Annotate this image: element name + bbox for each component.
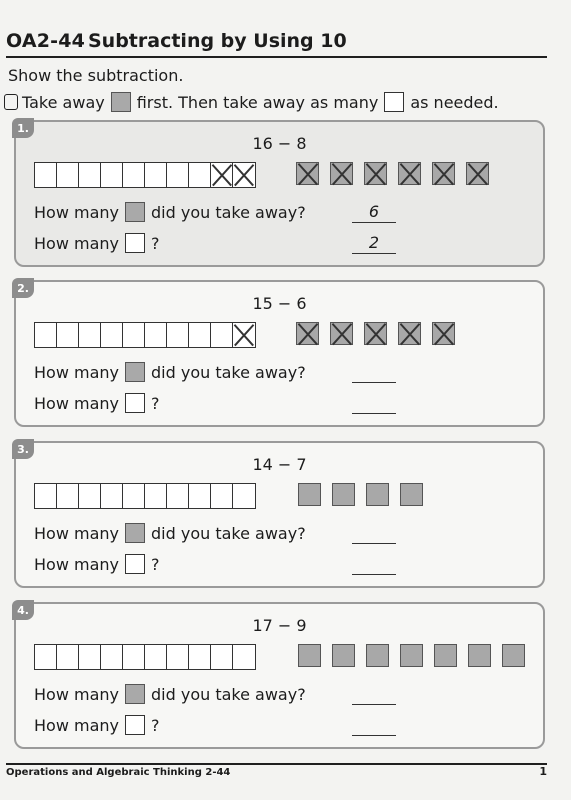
- shaded-square[interactable]: [332, 644, 355, 667]
- shaded-square[interactable]: [298, 483, 321, 506]
- question-remaining: [34, 393, 160, 413]
- problem-equation: 16 − 8: [252, 134, 307, 153]
- instruction-text-c: as needed.: [410, 92, 499, 112]
- ten-frame-cell[interactable]: [211, 484, 233, 508]
- problem-panel-2: [14, 280, 545, 427]
- ten-frame-cell[interactable]: [167, 645, 189, 669]
- ten-frame-cell[interactable]: [101, 163, 123, 187]
- instruction-text-a: Take away: [22, 92, 105, 112]
- shaded-square[interactable]: [398, 322, 421, 345]
- checkbox-icon: [4, 94, 18, 110]
- ten-frame-cell[interactable]: [167, 484, 189, 508]
- shaded-square[interactable]: [366, 644, 389, 667]
- shaded-square[interactable]: [432, 162, 455, 185]
- question-text: ?: [151, 233, 160, 253]
- shaded-square[interactable]: [466, 162, 489, 185]
- question-text: How many: [34, 393, 119, 413]
- ten-frame-cell[interactable]: [167, 323, 189, 347]
- blank-square-icon: [125, 715, 145, 735]
- shaded-square[interactable]: [364, 162, 387, 185]
- shaded-square[interactable]: [400, 644, 423, 667]
- ten-frame-cell[interactable]: [189, 645, 211, 669]
- answer-blank-remaining[interactable]: [352, 393, 396, 414]
- question-taken-away: [34, 523, 306, 543]
- problem-equation: 17 − 9: [252, 616, 307, 635]
- problem-number: 4.: [12, 600, 34, 620]
- page-number: 1: [539, 765, 547, 778]
- ten-frame-cell[interactable]: [189, 163, 211, 187]
- blank-square-icon: [125, 393, 145, 413]
- answer-blank-taken-away[interactable]: [352, 362, 396, 383]
- problem-number: 2.: [12, 278, 34, 298]
- question-text: How many: [34, 554, 119, 574]
- ones-squares: [296, 162, 489, 185]
- blank-square-icon: [384, 92, 404, 112]
- question-text: How many: [34, 684, 119, 704]
- ten-frame-cell[interactable]: [79, 163, 101, 187]
- shaded-square-icon: [125, 202, 145, 222]
- shaded-square[interactable]: [330, 322, 353, 345]
- answer-blank-taken-away[interactable]: 6: [352, 202, 396, 223]
- instruction-line-2: [4, 90, 499, 114]
- ten-frame-cell[interactable]: [211, 645, 233, 669]
- ten-frame: [34, 644, 256, 670]
- ten-frame-cell[interactable]: [145, 323, 167, 347]
- ten-frame-cell[interactable]: [123, 645, 145, 669]
- ten-frame-cell[interactable]: [233, 323, 255, 347]
- ten-frame-cell[interactable]: [101, 645, 123, 669]
- ten-frame: [34, 483, 256, 509]
- problem-equation: 14 − 7: [252, 455, 307, 474]
- ten-frame-cell[interactable]: [123, 323, 145, 347]
- answer-blank-taken-away[interactable]: [352, 684, 396, 705]
- ten-frame-cell[interactable]: [35, 323, 57, 347]
- ten-frame-cell[interactable]: [167, 163, 189, 187]
- question-remaining: [34, 233, 160, 253]
- lesson-title: Subtracting by Using 10: [88, 30, 347, 52]
- ten-frame-cell[interactable]: [79, 484, 101, 508]
- shaded-square[interactable]: [298, 644, 321, 667]
- footer-text: Operations and Algebraic Thinking 2-44: [6, 767, 231, 778]
- ten-frame-cell[interactable]: [189, 323, 211, 347]
- question-taken-away: [34, 202, 306, 222]
- answer-blank-remaining[interactable]: [352, 554, 396, 575]
- ten-frame-cell[interactable]: [145, 163, 167, 187]
- ten-frame-cell[interactable]: [211, 323, 233, 347]
- ten-frame-cell[interactable]: [79, 645, 101, 669]
- question-text: How many: [34, 715, 119, 735]
- ten-frame-cell[interactable]: [57, 484, 79, 508]
- shaded-square[interactable]: [296, 162, 319, 185]
- problem-number: 3.: [12, 439, 34, 459]
- footer-divider: [6, 763, 547, 765]
- shaded-square-icon: [125, 362, 145, 382]
- ten-frame: [34, 162, 256, 188]
- ten-frame-cell[interactable]: [123, 163, 145, 187]
- ten-frame-cell[interactable]: [57, 645, 79, 669]
- ten-frame-cell[interactable]: [211, 163, 233, 187]
- question-text: How many: [34, 202, 119, 222]
- shaded-square[interactable]: [366, 483, 389, 506]
- shaded-square[interactable]: [434, 644, 457, 667]
- ten-frame-cell[interactable]: [35, 484, 57, 508]
- ten-frame-cell[interactable]: [233, 163, 255, 187]
- shaded-square-icon: [125, 684, 145, 704]
- lesson-header: [6, 26, 547, 58]
- answer-blank-remaining[interactable]: 2: [352, 233, 396, 254]
- question-text: did you take away?: [151, 362, 306, 382]
- ten-frame-cell[interactable]: [233, 645, 255, 669]
- blank-square-icon: [125, 233, 145, 253]
- question-text: did you take away?: [151, 684, 306, 704]
- question-remaining: [34, 554, 160, 574]
- ten-frame: [34, 322, 256, 348]
- shaded-square[interactable]: [468, 644, 491, 667]
- ten-frame-cell[interactable]: [79, 323, 101, 347]
- shaded-square[interactable]: [330, 162, 353, 185]
- blank-square-icon: [125, 554, 145, 574]
- answer-blank-remaining[interactable]: [352, 715, 396, 736]
- problem-panel-1: [14, 120, 545, 267]
- question-taken-away: [34, 684, 306, 704]
- question-text: did you take away?: [151, 202, 306, 222]
- question-remaining: [34, 715, 160, 735]
- shaded-square[interactable]: [398, 162, 421, 185]
- ten-frame-cell[interactable]: [101, 484, 123, 508]
- shaded-square[interactable]: [332, 483, 355, 506]
- problem-panel-4: [14, 602, 545, 749]
- answer-blank-taken-away[interactable]: [352, 523, 396, 544]
- ten-frame-cell[interactable]: [101, 323, 123, 347]
- lesson-code: OA2-44: [6, 30, 86, 52]
- question-text: ?: [151, 715, 160, 735]
- problem-equation: 15 − 6: [252, 294, 307, 313]
- ten-frame-cell[interactable]: [189, 484, 211, 508]
- problem-number: 1.: [12, 118, 34, 138]
- shaded-square[interactable]: [502, 644, 525, 667]
- shaded-square-icon: [111, 92, 131, 112]
- question-text: ?: [151, 554, 160, 574]
- ones-squares: [298, 644, 525, 667]
- shaded-square[interactable]: [432, 322, 455, 345]
- ten-frame-cell[interactable]: [35, 163, 57, 187]
- shaded-square[interactable]: [400, 483, 423, 506]
- problem-panel-3: [14, 441, 545, 588]
- ten-frame-cell[interactable]: [233, 484, 255, 508]
- question-text: ?: [151, 393, 160, 413]
- shaded-square[interactable]: [296, 322, 319, 345]
- ten-frame-cell[interactable]: [57, 323, 79, 347]
- ten-frame-cell[interactable]: [57, 163, 79, 187]
- ten-frame-cell[interactable]: [35, 645, 57, 669]
- ones-squares: [298, 483, 423, 506]
- question-text: How many: [34, 362, 119, 382]
- shaded-square-icon: [125, 523, 145, 543]
- ten-frame-cell[interactable]: [145, 645, 167, 669]
- question-taken-away: [34, 362, 306, 382]
- question-text: How many: [34, 233, 119, 253]
- question-text: did you take away?: [151, 523, 306, 543]
- ten-frame-cell[interactable]: [123, 484, 145, 508]
- question-text: How many: [34, 523, 119, 543]
- ten-frame-cell[interactable]: [145, 484, 167, 508]
- instruction-text-b: first. Then take away as many: [136, 92, 379, 112]
- instruction-line-1: Show the subtraction.: [8, 66, 184, 85]
- ones-squares: [296, 322, 455, 345]
- shaded-square[interactable]: [364, 322, 387, 345]
